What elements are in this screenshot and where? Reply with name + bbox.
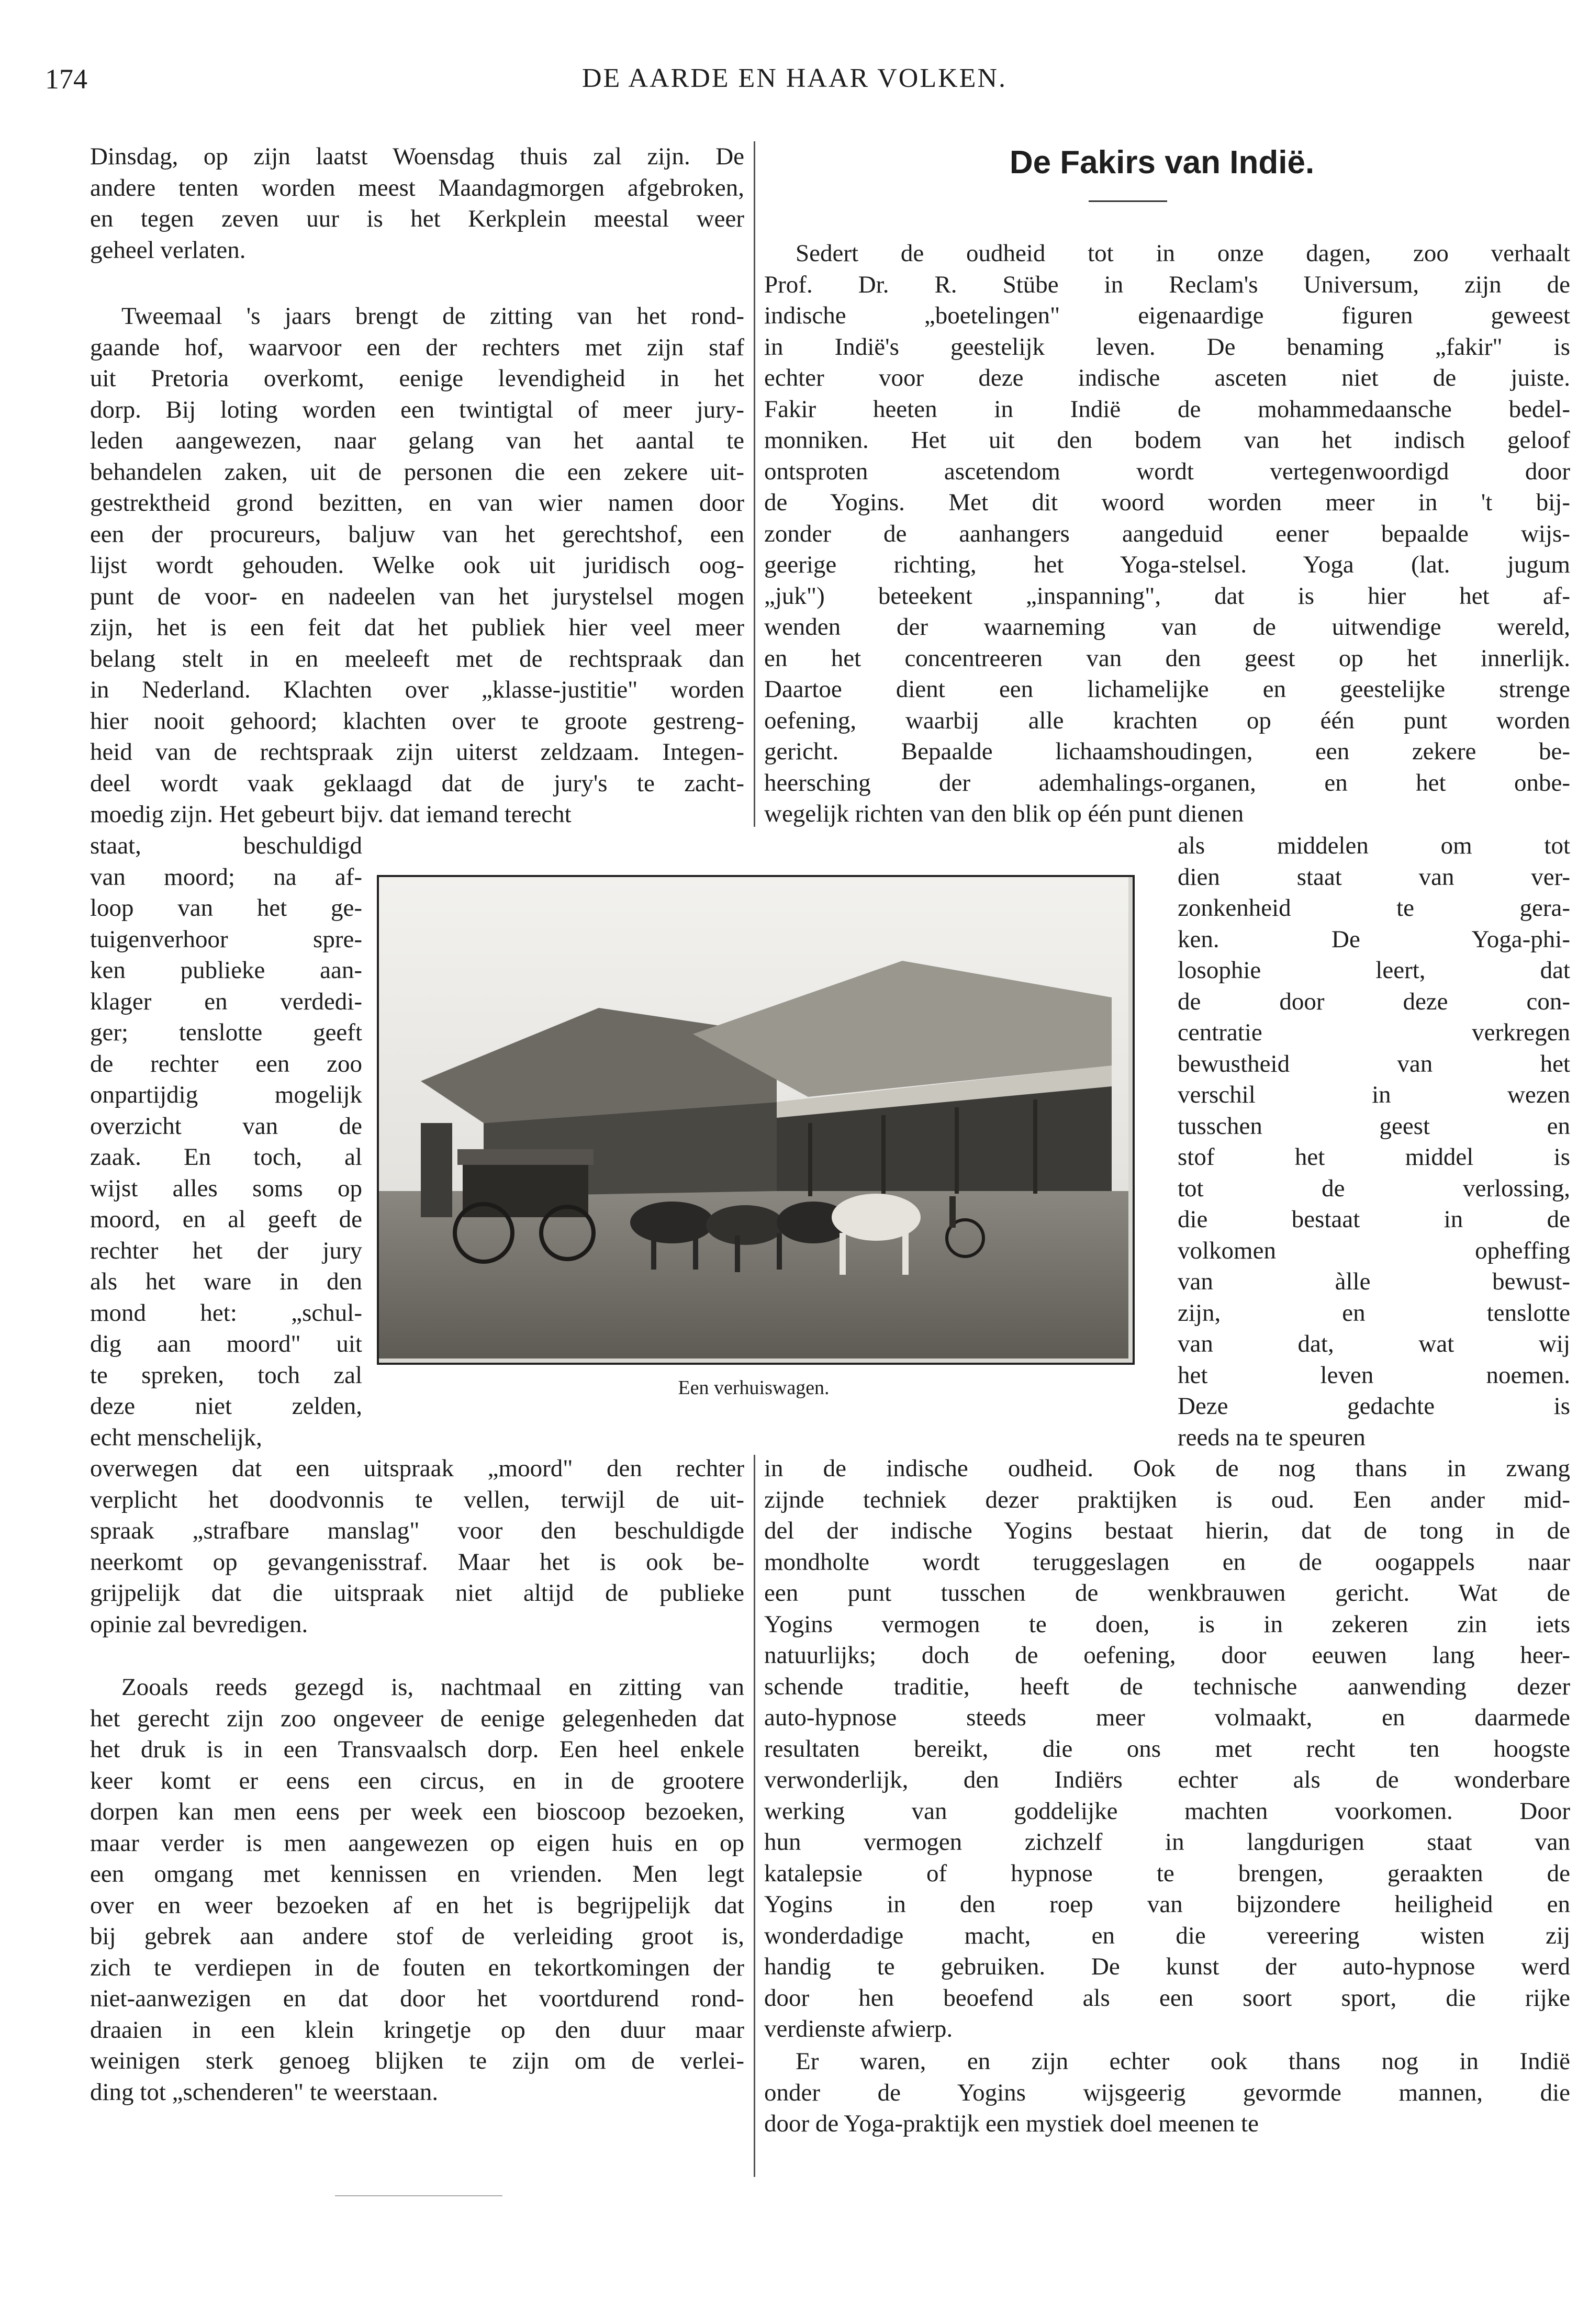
text-line: wegelijk richten van den blik op één punt dienen xyxy=(764,800,1244,827)
figure-caption: Een verhuiswagen. xyxy=(678,1377,830,1399)
text-line: gaande hof, waarvoor een der rechters met zijn staf xyxy=(90,333,744,361)
right-para-3 xyxy=(764,2046,1570,2140)
text-line: zonkenheid te gera- xyxy=(1178,894,1570,922)
text-line: uit Pretoria overkomt, eenige levendigheid in het xyxy=(90,365,744,392)
text-line: centratie verkregen xyxy=(1178,1019,1570,1046)
text-line: te spreken, toch zal xyxy=(90,1361,362,1389)
text-line: het gerecht zijn zoo ongeveer de eenige gelegenheden dat xyxy=(90,1704,744,1732)
text-line: staat, beschuldigd xyxy=(90,832,362,859)
left-para-2-narrow xyxy=(90,830,362,1453)
text-line: auto-hypnose steeds meer volmaakt, en daarmede xyxy=(764,1704,1570,1731)
text-line: het druk is in een Transvaalsch dorp. Een heel enkele xyxy=(90,1736,744,1763)
right-para-1-narrow xyxy=(1178,830,1570,1453)
text-line: de rechter een zoo xyxy=(90,1050,362,1077)
text-line: en het concentreeren van den geest op het innerlijk. xyxy=(764,644,1570,672)
text-line: handig te gebruiken. De kunst der auto-hypnose werd xyxy=(764,1953,1570,1980)
text-line: niet-aanwezigen en dat door het voortdurend rond- xyxy=(90,1985,744,2012)
text-line: heid van de rechtspraak zijn uiterst zeldzaam. Integen- xyxy=(90,738,744,766)
text-line: overwegen dat een uitspraak „moord" den rechter xyxy=(90,1455,744,1482)
text-line: neerkomt op gevangenisstraf. Maar het is ook be- xyxy=(90,1548,744,1576)
text-line: loop van het ge- xyxy=(90,894,362,922)
text-line: grijpelijk dat die uitspraak niet altijd de publieke xyxy=(90,1579,744,1607)
text-line: echt menschelijk, xyxy=(90,1423,262,1451)
text-line: overzicht van de xyxy=(90,1112,362,1140)
text-line: ding tot „schenderen" te weerstaan. xyxy=(90,2078,439,2106)
text-line: keer komt er eens een circus, en in de grootere xyxy=(90,1767,744,1794)
text-line: tuigenverhoor spre- xyxy=(90,925,362,953)
running-title: DE AARDE EN HAAR VOLKEN. xyxy=(581,63,1007,93)
text-line: in Indië's geestelijk leven. De benaming „fakir" is xyxy=(764,333,1570,361)
text-line: maar verder is men aangewezen op eigen huis en op xyxy=(90,1829,744,1857)
text-line: gestrektheid grond bezitten, en van wier namen door xyxy=(90,489,744,517)
text-line: Daartoe dient een lichamelijke en geestelijke strenge xyxy=(764,676,1570,703)
text-line: echter voor deze indische asceten niet de juiste. xyxy=(764,364,1570,391)
text-line: zijn, en tenslotte xyxy=(1178,1299,1570,1327)
text-line: als het ware in den xyxy=(90,1268,362,1295)
text-line: ken. De Yoga-phi- xyxy=(1178,925,1570,953)
text-line: dorp. Bij loting worden een twintigtal of meer jury- xyxy=(90,396,744,423)
right-para-2 xyxy=(764,1453,1570,2045)
text-line: opinie zal bevredigen. xyxy=(90,1610,308,1638)
left-para-3 xyxy=(90,1672,744,2108)
text-line: een omgang met kennissen en vrienden. Men legt xyxy=(90,1860,744,1888)
text-line: tusschen geest en xyxy=(1178,1112,1570,1140)
text-line: ger; tenslotte geeft xyxy=(90,1019,362,1046)
text-line: verwonderlijk, den Indiërs echter als de wonderbare xyxy=(764,1766,1570,1793)
text-line: andere tenten worden meest Maandagmorgen afgebroken, xyxy=(90,174,744,201)
text-line: zaak. En toch, al xyxy=(90,1143,362,1171)
text-line: dien staat van ver- xyxy=(1178,863,1570,891)
text-line: door hen beoefend als een soort sport, die rijke xyxy=(764,1984,1570,2012)
text-line: klager en verdedi- xyxy=(90,987,362,1015)
text-line: draaien in een klein kringetje op den duur maar xyxy=(90,2016,744,2044)
text-line: onpartijdig mogelijk xyxy=(90,1081,362,1108)
text-line: spraak „strafbare manslag" voor den beschuldigde xyxy=(90,1517,744,1544)
photo-moving-wagon xyxy=(377,875,1135,1365)
text-line: de Yogins. Met dit woord worden meer in 't bij- xyxy=(764,489,1570,516)
text-line: del der indische Yogins bestaat hierin, dat de tong in de xyxy=(764,1517,1570,1544)
text-line: verplicht het doodvonnis te vellen, terwijl de uit- xyxy=(90,1486,744,1513)
text-line: rechter het der jury xyxy=(90,1237,362,1264)
column-divider xyxy=(754,1455,755,2177)
text-line: zich te verdiepen in de fouten en tekortkomingen der xyxy=(90,1953,744,1981)
column-divider xyxy=(754,141,755,827)
text-line: monniken. Het uit den bodem van het indisch geloof xyxy=(764,426,1570,454)
text-line: bewustheid van het xyxy=(1178,1050,1570,1077)
text-line: wonderdadige macht, en die vereering wisten zij xyxy=(764,1922,1570,1949)
text-line: Zooals reeds gezegd is, nachtmaal en zitting van xyxy=(121,1674,744,1701)
text-line: Dinsdag, op zijn laatst Woensdag thuis zal zijn. De xyxy=(90,143,744,170)
text-line: deze niet zelden, xyxy=(90,1393,362,1420)
text-line: Er waren, en zijn echter ook thans nog in Indië xyxy=(796,2048,1570,2075)
text-line: Sedert de oudheid tot in onze dagen, zoo verhaalt xyxy=(796,240,1570,267)
text-line: moedig zijn. Het gebeurt bijv. dat iemand terecht xyxy=(90,801,572,828)
text-line: die bestaat in de xyxy=(1178,1206,1570,1233)
text-line: katalepsie of hypnose te brengen, geraakten de xyxy=(764,1859,1570,1887)
text-line: deel wordt vaak geklaagd dat de jury's te zacht- xyxy=(90,769,744,797)
text-line: dig aan moord" uit xyxy=(90,1330,362,1357)
text-line: van dat, wat wij xyxy=(1178,1330,1570,1357)
text-line: „juk") beteekent „inspanning", dat is hier het af- xyxy=(764,582,1570,610)
text-line: als middelen om tot xyxy=(1178,832,1570,859)
text-line: wenden der waarneming van de uitwendige wereld, xyxy=(764,613,1570,641)
text-line: en tegen zeven uur is het Kerkplein meestal weer xyxy=(90,205,744,232)
text-line: zijnde techniek dezer praktijken is oud. Een ander mid- xyxy=(764,1486,1570,1513)
text-line: oefening, waarbij alle krachten op één punt worden xyxy=(764,706,1570,734)
text-line: zonder de aanhangers aangeduid eener bepaalde wijs- xyxy=(764,520,1570,547)
text-line: werking van goddelijke machten voorkomen. Door xyxy=(764,1797,1570,1825)
text-line: tot de verlossing, xyxy=(1178,1174,1570,1202)
text-line: Tweemaal 's jaars brengt de zitting van het rond- xyxy=(121,302,744,330)
text-line: in de indische oudheid. Ook de nog thans in zwang xyxy=(764,1455,1570,1482)
text-line: natuurlijks; doch de oefening, door eeuwen lang heer- xyxy=(764,1642,1570,1669)
text-line: bij gebrek aan andere stof de verleiding groot is, xyxy=(90,1923,744,1950)
text-line: een punt tusschen de wenkbrauwen gericht. Wat de xyxy=(764,1579,1570,1607)
article-title: De Fakirs van Indië. xyxy=(1009,144,1315,181)
text-line: behandelen zaken, uit de personen die een zekere uit- xyxy=(90,458,744,486)
text-line: stof het middel is xyxy=(1178,1143,1570,1171)
text-line: leden aangewezen, naar gelang van het aantal te xyxy=(90,427,744,454)
text-line: onder de Yogins wijsgeerig gevormde mannen, die xyxy=(764,2079,1570,2106)
text-line: volkomen opheffing xyxy=(1178,1237,1570,1264)
left-para-2-end xyxy=(90,1453,744,1640)
text-line: lijst wordt gehouden. Welke ook uit juridisch oog- xyxy=(90,552,744,579)
photo-illustration xyxy=(379,877,1128,1359)
title-rule xyxy=(1089,200,1167,202)
text-line: geheel verlaten. xyxy=(90,236,246,264)
text-line: het leven noemen. xyxy=(1178,1361,1570,1389)
text-line: van moord; na af- xyxy=(90,863,362,891)
text-line: indische „boetelingen" eigenaardige figuren geweest xyxy=(764,302,1570,329)
text-line: Prof. Dr. R. Stübe in Reclam's Universum, zijn de xyxy=(764,271,1570,298)
text-line: in Nederland. Klachten over „klasse-justitie" worden xyxy=(90,676,744,703)
text-line: Deze gedachte is xyxy=(1178,1393,1570,1420)
right-para-1 xyxy=(764,238,1570,830)
text-line: wijst alles soms op xyxy=(90,1174,362,1202)
text-line: ken publieke aan- xyxy=(90,957,362,984)
text-line: mond het: „schul- xyxy=(90,1299,362,1327)
text-line: ontsproten ascetendom wordt vertegenwoordigd door xyxy=(764,457,1570,485)
text-line: Yogins vermogen te doen, is in zekeren zin iets xyxy=(764,1610,1570,1638)
text-line: een der procureurs, baljuw van het gerechtshof, een xyxy=(90,520,744,548)
text-line: moord, en al geeft de xyxy=(90,1206,362,1233)
text-line: belang stelt in en meeleeft met de rechtspraak dan xyxy=(90,645,744,672)
section-end-rule xyxy=(335,2195,502,2196)
left-para-1 xyxy=(90,141,744,266)
text-line: reeds na te speuren xyxy=(1178,1423,1366,1451)
text-line: de door deze con- xyxy=(1178,987,1570,1015)
text-line: heersching der ademhalings-organen, en het onbe- xyxy=(764,769,1570,796)
left-para-2 xyxy=(90,301,744,830)
text-line: geerige richting, het Yoga-stelsel. Yoga (lat. jugum xyxy=(764,551,1570,578)
text-line: weinigen sterk genoeg blijken te zijn om de verlei- xyxy=(90,2047,744,2074)
text-line: dorpen kan men eens per week een bioscoop bezoeken, xyxy=(90,1798,744,1825)
text-line: punt de voor- en nadeelen van het jurystelsel mogen xyxy=(90,582,744,610)
page-number: 174 xyxy=(45,63,87,95)
text-line: hun vermogen zichzelf in langdurigen staat van xyxy=(764,1828,1570,1856)
text-line: van àlle bewust- xyxy=(1178,1268,1570,1295)
text-line: losophie leert, dat xyxy=(1178,957,1570,984)
text-line: door de Yoga-praktijk een mystiek doel meenen te xyxy=(764,2110,1259,2137)
text-line: resultaten bereikt, die ons met recht ten hoogste xyxy=(764,1735,1570,1762)
text-line: schende traditie, heeft de technische aanwending dezer xyxy=(764,1672,1570,1700)
text-line: Yogins in den roep van bijzondere heiligheid en xyxy=(764,1891,1570,1918)
text-line: zijn, het is een feit dat het publiek hier veel meer xyxy=(90,614,744,641)
text-line: over en weer bezoeken af en het is begrijpelijk dat xyxy=(90,1891,744,1919)
text-line: verdienste afwierp. xyxy=(764,2015,953,2042)
text-line: mondholte wordt teruggeslagen en de oogappels naar xyxy=(764,1548,1570,1576)
text-line: gericht. Bepaalde lichaamshoudingen, een zekere be- xyxy=(764,738,1570,765)
text-line: verschil in wezen xyxy=(1178,1081,1570,1108)
text-line: hier nooit gehoord; klachten over te groote gestreng- xyxy=(90,707,744,735)
text-line: Fakir heeten in Indië de mohammedaansche bedel- xyxy=(764,395,1570,423)
